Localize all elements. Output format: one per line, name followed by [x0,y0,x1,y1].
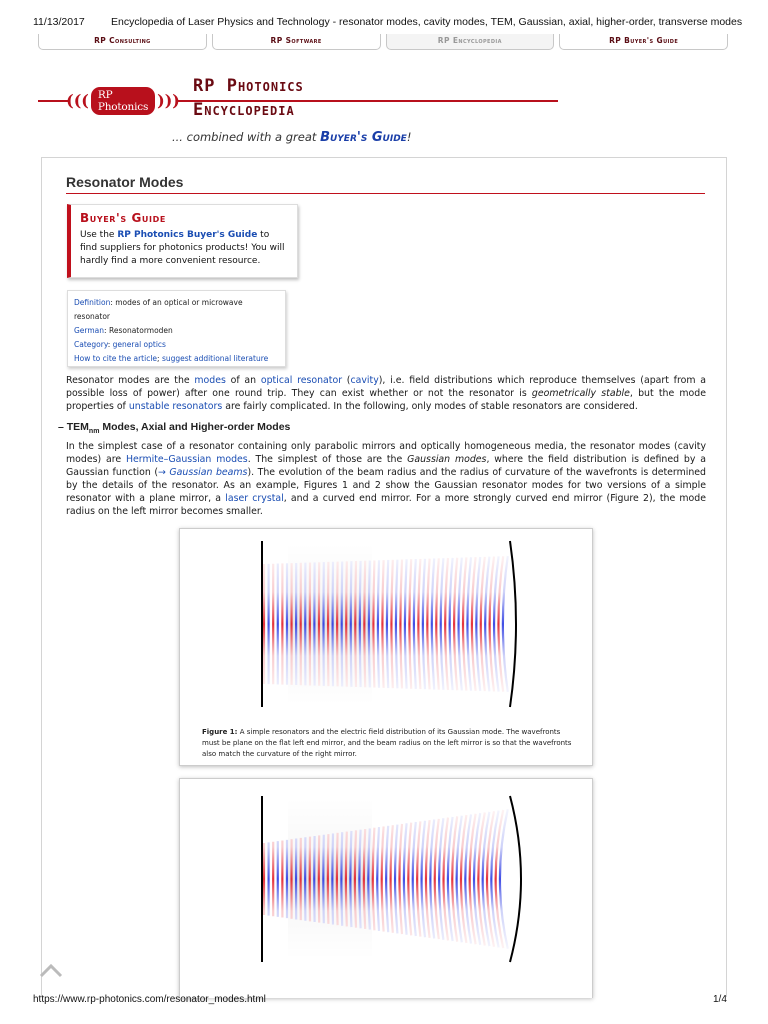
tagline-end: ! [406,130,412,144]
suggest-literature-link[interactable]: suggest additional literature [161,354,269,363]
tagline-buyers-guide-link[interactable]: Buyer's Guide [320,130,407,145]
cite-link[interactable]: How to cite the article [74,354,158,363]
german-text: : Resonatormoden [104,326,173,335]
scroll-to-top-icon[interactable] [38,960,64,980]
page-title: Resonator Modes [66,174,184,190]
section-heading-tem-modes[interactable] [58,421,290,435]
gaussian-beams-link[interactable]: → Gaussian beams [158,467,248,478]
buyers-guide-box [67,204,298,278]
laser-crystal-link[interactable]: laser crystal [225,493,284,504]
cite-row [74,352,279,366]
bg-text-post: to find suppliers for photonics products! You will hardly find a more convenient resource. [80,230,285,266]
section-heading-rest: Modes, Axial and Higher-order Modes [99,421,291,433]
bg-text-pre: Use the [80,230,118,240]
logo-wave-left-icon: ((( [66,91,89,110]
section-heading-sub: nm [88,428,100,436]
category-link[interactable]: Category [74,340,108,349]
print-header [0,0,768,30]
tagline-text: ... combined with a great [172,130,321,144]
intro-paragraph [66,374,706,413]
print-date: 11/13/2017 [33,16,85,28]
print-title: Encyclopedia of Laser Physics and Technology - resonator modes, cavity modes, TEM, Gaussian, axial, higher-order, transverse modes [111,16,743,28]
gaussian-falloff-overlay [260,799,514,959]
tab-rp-software[interactable]: RP Software [212,34,381,50]
figure-1-mode-image [180,529,594,724]
definition-text: : modes of an optical or microwave resonator [74,298,243,321]
p2-emphasis: Gaussian modes [407,454,487,465]
tab-rp-encyclopedia[interactable]: RP Encyclopedia [386,34,555,50]
hermite-gaussian-link[interactable]: Hermite–Gaussian modes [125,454,248,465]
modes-link[interactable]: modes [194,375,226,386]
cite-sep: ; [157,354,162,363]
p1-text: ( [342,375,351,386]
print-url: https://www.rp-photonics.com/resonator_modes.html [33,994,266,1005]
print-page-number: 1/4 [713,994,727,1005]
chevron-up-icon [38,960,64,980]
definition-link[interactable]: Definition [74,298,111,307]
buyers-guide-text [80,229,288,268]
cavity-link[interactable]: cavity [350,375,379,386]
title-rule [66,193,705,194]
figure-1-caption [202,727,577,760]
figure-1-caption-text: A simple resonators and the electric field distribution of its Gaussian mode. The wavefronts must be plane on the flat left end mirror, and the beam radius on the left mirror is so that the wavefronts also match the curvature of the right mirror. [202,728,572,758]
p2-text: , where the field distribution is defined by a Gaussian function ( [66,454,707,478]
tagline [172,130,411,145]
p1-text: of an [225,375,261,386]
logo-wave-right-icon: ))) [157,91,180,110]
category-sep: : [107,340,113,349]
buyers-guide-link[interactable]: RP Photonics Buyer's Guide [117,230,258,240]
logo-badge-text: RP Photonics [91,87,155,115]
tab-rp-consulting[interactable]: RP Consulting [38,34,207,50]
figure-1-label: Figure 1: [202,728,238,736]
top-nav [38,34,728,50]
p1-emphasis: geometrically stable [531,388,630,399]
german-link[interactable]: German [74,326,105,335]
p1-text: are fairly complicated. In the following, only modes of stable resonators are considered. [222,401,638,412]
article-content [41,157,727,997]
brand-line-1: RP Photonics [193,76,304,96]
p1-text: , but the mode properties of [66,388,706,412]
german-row [74,324,279,338]
site-header [0,60,768,150]
category-value-link[interactable]: general optics [112,340,166,349]
brand-line-2: Encyclopedia [193,100,295,120]
p2-text: , and a curved end mirror. For a more strongly curved end mirror (Figure 2), the mode radius on the left mirror becomes smaller. [66,493,706,517]
p2-text: ). The evolution of the beam radius and the radius of curvature of the wavefronts is determined by the details of the resonator. As an example, Figures 1 and 2 show the Gaussian resonator modes for two versions of a simple resonator with a plane mirror, a [66,467,706,504]
definition-row [74,296,279,324]
p2-text: . The simplest of those are the [247,454,408,465]
rp-photonics-logo[interactable] [66,89,180,113]
tab-rp-buyers-guide[interactable]: RP Buyer's Guide [559,34,728,50]
gaussian-falloff-overlay [260,544,514,704]
p1-text: Resonator modes are the [66,375,195,386]
section-heading-prefix: – TEM [58,421,89,433]
p1-text: ), i.e. field distributions which reproduce themselves (apart from a possible loss of power) after one round trip. They can exist whether or not the resonator is [66,375,706,399]
definition-box [67,290,286,367]
p2-text: In the simplest case of a resonator containing only parabolic mirrors and optically homogeneous media, the resonator modes (cavity modes) are [66,441,706,465]
optical-resonator-link[interactable]: optical resonator [260,375,343,386]
unstable-resonators-link[interactable]: unstable resonators [128,401,223,412]
tem-paragraph [66,440,706,518]
figure-2 [179,778,593,998]
figure-1 [179,528,593,766]
buyers-guide-heading: Buyer's Guide [80,211,166,225]
figure-2-mode-image [180,779,594,999]
category-row [74,338,279,352]
